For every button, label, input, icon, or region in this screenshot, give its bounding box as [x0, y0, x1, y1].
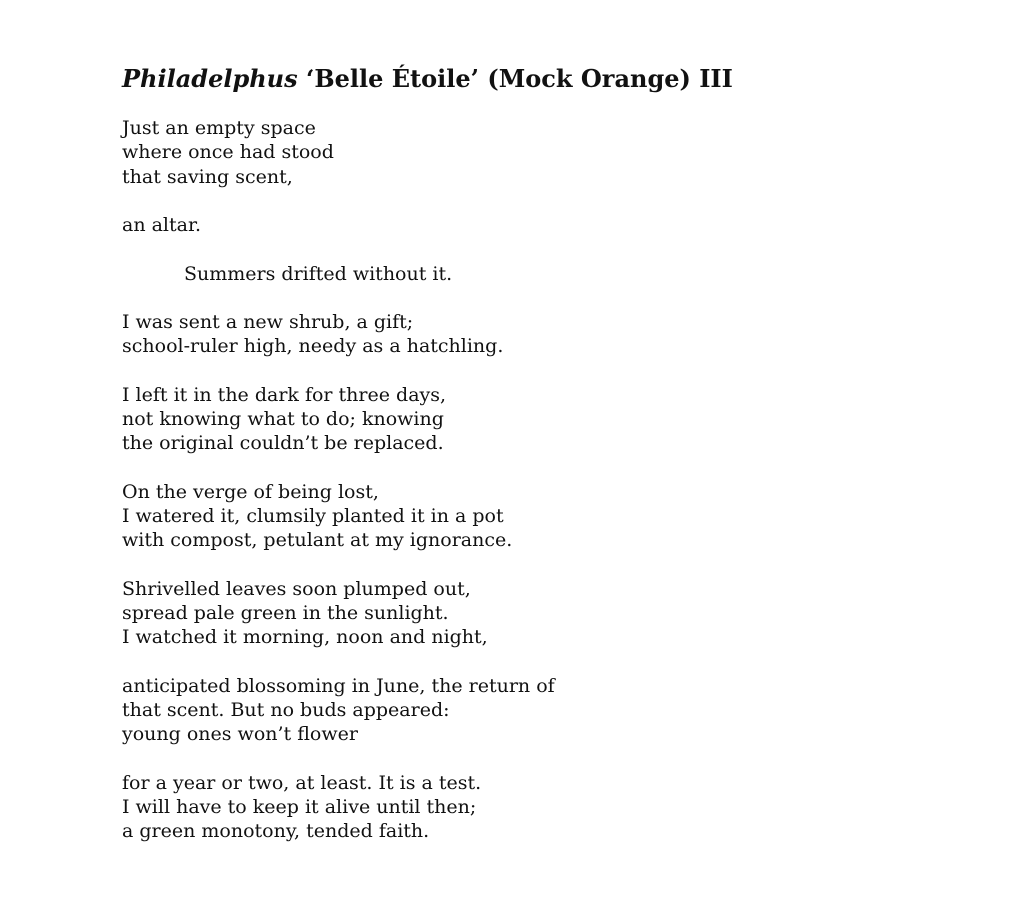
- stanza-7: [122, 577, 982, 650]
- stanza-9: [122, 771, 982, 844]
- poem-line: not knowing what to do; knowing: [122, 408, 444, 430]
- stanza-5: [122, 383, 982, 456]
- poem-line: with compost, petulant at my ignorance.: [122, 529, 513, 552]
- stanza-6: [122, 480, 982, 553]
- stanza-2: [122, 213, 982, 237]
- poem-line: that scent. But no buds appeared:: [122, 699, 450, 721]
- poem-line: I will have to keep it alive until then;: [122, 796, 477, 818]
- poem-title: [122, 60, 982, 98]
- poem-title-italic: Philadelphus: [122, 64, 298, 93]
- poem-line: I left it in the dark for three days,: [122, 383, 447, 406]
- poem-line: school-ruler high, needy as a hatchling.: [122, 335, 504, 358]
- poem-line: I watched it morning, noon and night,: [122, 626, 488, 649]
- poem-line: I watered it, clumsily planted it in a pot: [122, 505, 504, 527]
- poem-page: [122, 60, 982, 868]
- poem-line: anticipated blossoming in June, the return of: [122, 674, 555, 697]
- poem-line: young ones won’t flower: [122, 723, 358, 746]
- poem-line: Shrivelled leaves soon plumped out,: [122, 577, 471, 600]
- poem-line: I was sent a new shrub, a gift;: [122, 311, 414, 333]
- poem-line: On the verge of being lost,: [122, 480, 379, 503]
- stanza-1: [122, 116, 982, 189]
- poem-line: for a year or two, at least. It is a test.: [122, 771, 482, 794]
- poem-line: a green monotony, tended faith.: [122, 820, 430, 843]
- poem-line: an altar.: [122, 214, 202, 236]
- poem-line: that saving scent,: [122, 165, 293, 188]
- poem-line: where once had stood: [122, 141, 334, 164]
- stanza-3-indented: [122, 262, 982, 286]
- poem-line: spread pale green in the sunlight.: [122, 602, 449, 624]
- poem-line: the original couldn’t be replaced.: [122, 432, 444, 455]
- poem-body: [122, 116, 982, 844]
- stanza-8: [122, 674, 982, 747]
- poem-line: Summers drifted without it.: [184, 262, 453, 285]
- poem-title-rest: ‘Belle Étoile’ (Mock Orange) III: [297, 64, 733, 93]
- stanza-4: [122, 310, 982, 359]
- poem-line: Just an empty space: [122, 117, 316, 139]
